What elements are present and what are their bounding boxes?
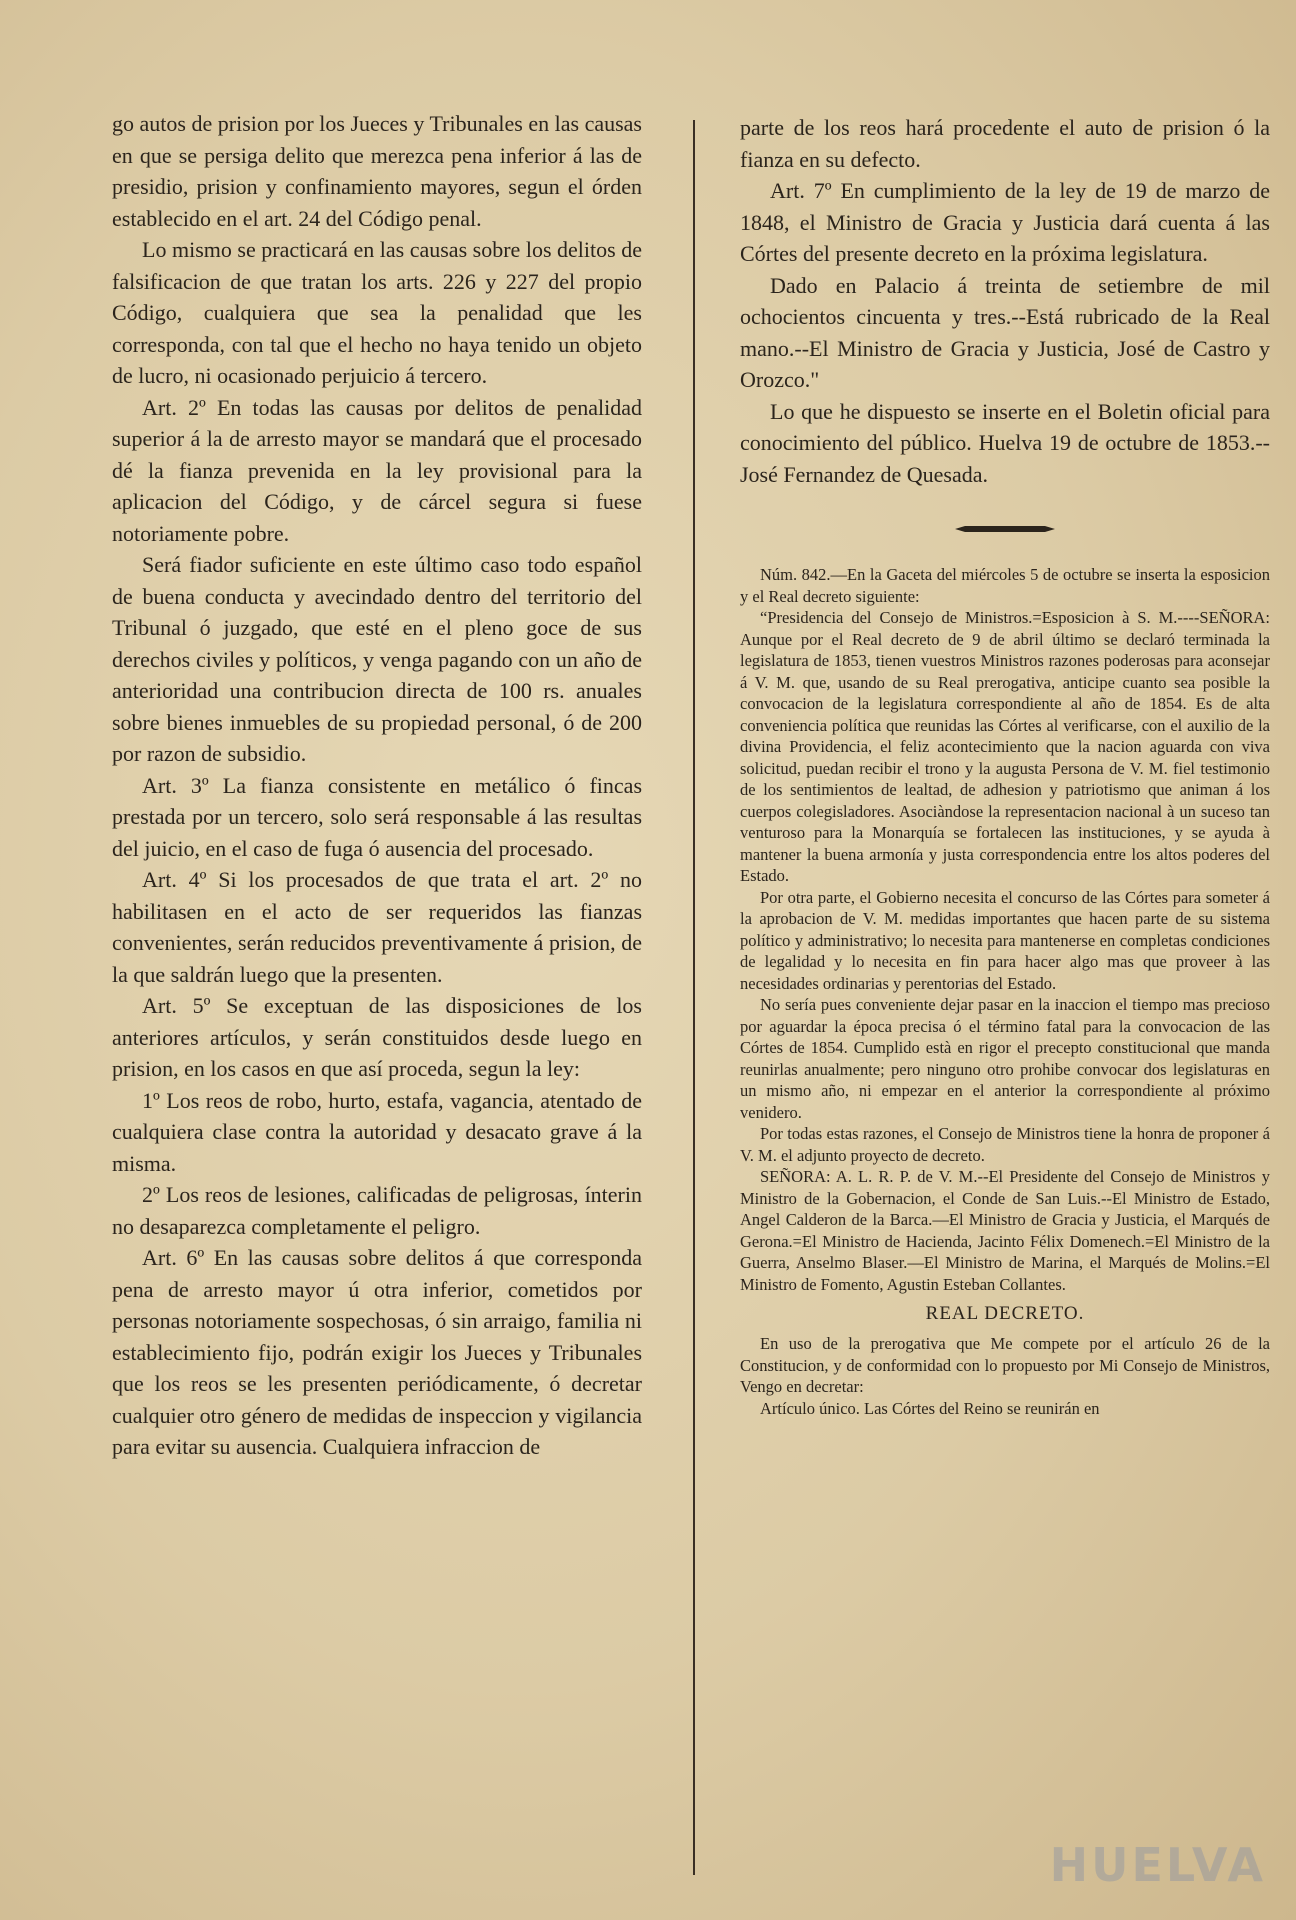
paragraph: Será fiador suficiente en este último caso todo español de buena conducta y avecindado dentro del territorio del Tribunal ó juzgado, que esté en el pleno goce de sus derechos civiles y políticos, y venga pagando con un año de anterioridad una contribucion directa de 100 rs. anuales sobre bienes inmuebles de su propiedad personal, ó de 200 por razon de subsidio. [112,552,642,766]
paragraph: Art. 5º Se exceptuan de las disposiciones de los anteriores artículos, y serán constituidos desde luego en prision, en los casos en que así proceda, segun la ley: [112,993,642,1081]
paragraph: En uso de la prerogativa que Me compete por el artículo 26 de la Constitucion, y de conformidad con lo propuesto por Mi Consejo de Ministros, Vengo en decretar: [740,1334,1270,1396]
right-column [740,112,1270,1902]
paragraph: Art. 6º En las causas sobre delitos á que corresponda pena de arresto mayor ú otra inferior, cometidos por personas notoriamente sospechosas, ó sin arraigo, familia ni establecimiento fijo, podrán exigir los Jueces y Tribunales que los reos se les presenten periódicamente, ó decretar cualquier otro género de medidas de inspeccion y vigilancia para evitar su ausencia. Cualquiera infraccion de [112,1245,642,1459]
left-column [112,108,642,1898]
paragraph: Art. 4º Si los procesados de que trata el art. 2º no habilitasen en el acto de ser requeridos las fianzas convenientes, serán reducidos preventivamente á prision, de la que saldrán luego que la presenten. [112,867,642,987]
right-column-notice [740,564,1270,1295]
section-ornament [955,524,1055,534]
paragraph: Núm. 842.—En la Gaceta del miércoles 5 de octubre se inserta la esposicion y el Real decreto siguiente: [740,565,1270,606]
paragraph: 2º Los reos de lesiones, calificadas de peligrosas, ínterin no desaparezca completamente el peligro. [112,1182,642,1239]
paragraph: Art. 2º En todas las causas por delitos de penalidad superior á la de arresto mayor se mandará que el procesado dé la fianza prevenida en la ley provisional para la aplicacion del Código, y de cárcel segura si fuese notoriamente pobre. [112,394,642,546]
paragraph: Artículo único. Las Córtes del Reino se reunirán en [760,1398,1100,1418]
paragraph: 1º Los reos de robo, hurto, estafa, vagancia, atentado de cualquiera clase contra la autoridad y desacato grave á la misma. [112,1087,642,1176]
column-divider [693,120,695,1875]
paragraph: Art. 7º En cumplimiento de la ley de 19 de marzo de 1848, el Ministro de Gracia y Justicia dará cuenta á las Córtes del presente decreto en la próxima legislatura. [740,178,1270,266]
decree-heading: REAL DECRETO. [925,1303,1085,1324]
right-column-decree [740,1333,1270,1419]
paragraph: go autos de prision por los Jueces y Tribunales en las causas en que se persiga delito que merezca pena inferior á las de presidio, prision y confinamiento mayores, segun el órden establecido en el art. 24 del Código penal. [112,111,642,231]
paragraph: SEÑORA: A. L. R. P. de V. M.--El Presidente del Consejo de Ministros y Ministro de la Gobernacion, el Conde de San Luis.--El Ministro de Estado, Angel Calderon de la Barca.—El Ministro de Gracia y Justicia, el Marqués de Gerona.=El Ministro de Hacienda, Jacinto Félix Domenech.=El Ministro de la Guerra, Anselmo Blaser.—El Ministro de Marina, el Marqués de Molins.=El Ministro de Fomento, Agustin Esteban Collantes. [740,1167,1270,1294]
right-column-top [740,112,1270,490]
paragraph: Por otra parte, el Gobierno necesita el concurso de las Córtes para someter á la aprobacion de V. M. medidas importantes que hacen parte de su sistema político y administrativo; lo necesita para mantenerse en completas condiciones de legalidad y lo necesita en fin para hacer algo mas que proveer à las necesidades ordinarias y perentorias del Estado. [740,887,1270,993]
paragraph: Lo mismo se practicará en las causas sobre los delitos de falsificacion de que tratan los arts. 226 y 227 del propio Código, cualquiera que sea la penalidad que les corresponda, con tal que el hecho no haya tenido un objeto de lucro, ni ocasionado perjuicio á tercero. [112,237,642,388]
paragraph: Lo que he dispuesto se inserte en el Boletin oficial para conocimiento del público. Huelva 19 de octubre de 1853.--José Fernandez de Quesada. [740,398,1270,487]
paragraph: Por todas estas razones, el Consejo de Ministros tiene la honra de proponer á V. M. el adjunto proyecto de decreto. [740,1124,1270,1165]
paragraph: “Presidencia del Consejo de Ministros.=Esposicion à S. M.----SEÑORA: Aunque por el Real decreto de 9 de abril último se declaró terminada la legislatura de 1853, tienen vuestros Ministros razones poderosas para aconsejar á V. M. que, usando de su Real prerogativa, anticipe cuanto sea posible la convocacion de la legislatura correspondiente al año de 1854. Es de alta conveniencia política que reunidas las Córtes al verificarse, con el auxilio de la divina Providencia, el feliz acontecimiento que la nacion aguarda con viva solicitud, puedan recibir el trono y la augusta Persona de V. M. fiel testimonio de los sentimientos de lealtad, de adhesion y patriotismo que animan á los cuerpos colegisladores. Asociàndose la representacion nacional à un suceso tan venturoso para la Monarquía se fortalecen las instituciones, y se ayuda à mantener la buena armonía y justa correspondencia entre los altos poderes del Estado. [740,608,1270,885]
paragraph: Dado en Palacio á treinta de setiembre de mil ochocientos cincuenta y tres.--Está rubricado de la Real mano.--El Ministro de Gracia y Justicia, José de Castro y Orozco." [740,272,1270,392]
paragraph: No sería pues conveniente dejar pasar en la inaccion el tiempo mas precioso por aguardar la época precisa ó el término fatal para la convocacion de las Córtes de 1854. Cumplido està en rigor el precepto constitucional que manda reunirlas anualmente; pero ninguno otro prohibe convocar dos legislaturas en un mismo año, ni empezar en el anterior la correspondiente al próximo venidero. [740,995,1270,1122]
paragraph: parte de los reos hará procedente el auto de prision ó la fianza en su defecto. [740,115,1270,172]
paragraph: Art. 3º La fianza consistente en metálico ó fincas prestada por un tercero, solo será responsable á las resultas del juicio, en el caso de fuga ó ausencia del procesado. [112,772,642,861]
archive-watermark: HUELVA [1049,1838,1266,1892]
